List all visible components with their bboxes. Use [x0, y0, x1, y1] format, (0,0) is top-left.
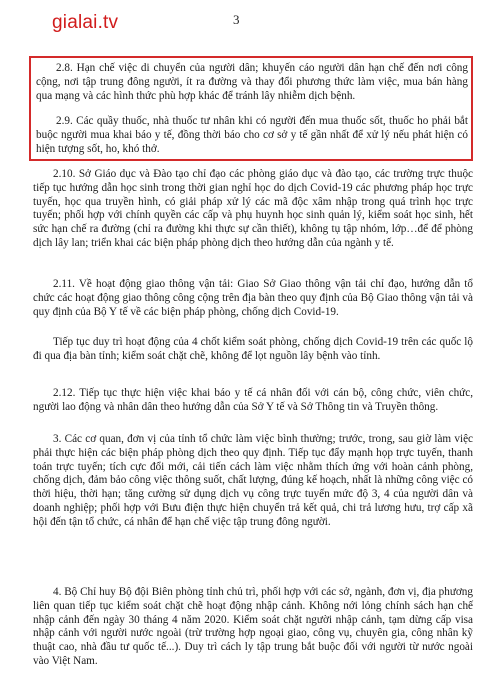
paragraph-2-10: [33, 168, 473, 251]
paragraph-4: [33, 586, 473, 669]
page-number: 3: [233, 12, 240, 27]
paragraph-text: 3. Các cơ quan, đơn vị của tỉnh tổ chức làm việc bình thường; trước, trong, sau giờ làm việc phải thực hiện các biện pháp phòng dịch theo quy định. Tiếp tục đẩy mạnh họp trực tuyến, thanh toán trực tuyến; tích cực đổi mới, cải tiến cách làm việc nhằm thích ứng với hoàn cảnh phòng, chống dịch, đảm bảo công việc thông suốt, chất lượng, đúng kế hoạch, nhất là những công việc có thời hiệu, thời hạn; tăng cường sử dụng dịch vụ công trực tuyến mức độ 3, 4 của người dân và doanh nghiệp; phối hợp với Bưu điện thực hiện chuyển trả kết quả, chi trả lương hưu, trợ cấp xã hội đến tận tổ chức, cá nhân để hạn chế việc tập trung đông người.: [33, 433, 473, 528]
paragraph-2-8: [36, 62, 468, 103]
paragraph-checkpoints: [33, 336, 473, 364]
paragraph-2-12: [33, 387, 473, 415]
paragraph-text: 4. Bộ Chỉ huy Bộ đội Biên phòng tỉnh chủ trì, phối hợp với các sở, ngành, đơn vị, địa phương liên quan tiếp tục kiểm soát chặt chẽ hoạt động nhập cảnh. Không nới lỏng chính sách hạn chế nhập cảnh đến ngày 30 tháng 4 năm 2020. Kiểm soát chặt người nhập cảnh, tạm dừng cấp visa nhập cảnh với người nước ngoài (trừ trường hợp ngoại giao, công vụ, chuyên gia, công nhân kỹ thuật cao, nhà đầu tư quốc tế...). Duy trì cách ly tập trung bắt buộc đối với người từ nước ngoài vào Việt Nam.: [33, 586, 473, 667]
paragraph-text: 2.12. Tiếp tục thực hiện việc khai báo y tế cá nhân đối với cán bộ, công chức, viên chức, người lao động và nhân dân theo hướng dẫn của Sở Y tế và Sở Thông tin và Truyền thông.: [33, 387, 473, 413]
site-watermark: gialai.tv: [52, 12, 119, 33]
paragraph-text: Tiếp tục duy trì hoạt động của 4 chốt kiểm soát phòng, chống dịch Covid-19 trên các quốc lộ đi qua địa bàn tỉnh; kiểm soát chặt chẽ, không để lọt nguồn lây bệnh vào tỉnh.: [33, 336, 473, 362]
paragraph-text: 2.9. Các quầy thuốc, nhà thuốc tư nhân khi có người đến mua thuốc sốt, thuốc ho phải bắt buộc người mua khai báo y tế, đồng thời báo cho cơ sở y tế gần nhất để xử lý nếu phát hiện có hiện tượng sốt, ho, khó thở.: [36, 115, 468, 155]
paragraph-2-11: [33, 278, 473, 319]
paragraph-3: [33, 433, 473, 530]
paragraph-text: 2.11. Về hoạt động giao thông vận tải: Giao Sở Giao thông vận tải chỉ đạo, hướng dẫn tổ chức các hoạt động giao thông công cộng trên địa bàn theo quy định của Bộ Giao thông vận tải và quy định của Bộ Y tế về các biện pháp phòng, chống dịch Covid-19.: [33, 278, 473, 318]
paragraph-text: 2.10. Sở Giáo dục và Đào tạo chỉ đạo các phòng giáo dục và đào tạo, các trường trực thuộc tiếp tục hướng dẫn học sinh trong thời gian nghỉ học do dịch Covid-19 các phương pháp học trực tuyến, học qua truyền hình, có giải pháp xử lý các mã độc xâm nhập trong quá trình học trực tuyến; phối hợp với chính quyền các cấp và phụ huynh học sinh quản lý, kiểm soát học sinh, hết sức hạn chế ra đường (chỉ ra đường khi thực sự cần thiết), không tụ tập nhóm, lớp…để để phòng dịch lây lan; triển khai các biện pháp phòng dịch theo hướng dẫn của ngành y tế.: [33, 168, 473, 249]
paragraph-2-9: [36, 115, 468, 156]
paragraph-text: 2.8. Hạn chế việc di chuyển của người dân; khuyến cáo người dân hạn chế đến nơi công cộng, nơi tập trung đông người, ít ra đường và thay đổi phương thức làm việc, mua bán hàng qua mạng và các hình thức phù hợp khác để tránh lây nhiễm dịch bệnh.: [36, 62, 468, 102]
